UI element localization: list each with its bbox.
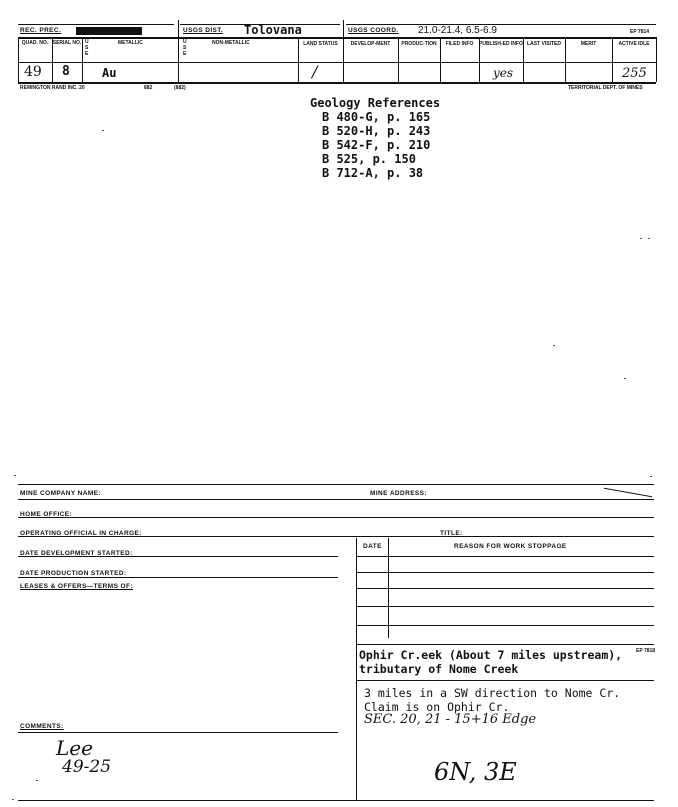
form-number: EP 7814	[630, 29, 650, 35]
notes-hand-sec: SEC. 20, 21 - 15+16 Edge	[364, 712, 537, 727]
col-use-letters-2: U S E	[183, 39, 187, 57]
reference-item: B 480-G, p. 165	[322, 110, 431, 124]
dept-line: TERRITORIAL DEPT. OF MINES	[568, 85, 643, 91]
col-non-metallic: NON-METALLIC	[212, 40, 250, 46]
col-active-idle: ACTIVE IDLE	[618, 41, 650, 47]
notes-hand-bottom: 6N, 3E	[434, 758, 517, 786]
reference-item: B 712-A, p. 38	[322, 166, 424, 180]
usgs-coord-label: USGS COORD.	[348, 27, 399, 34]
notes-line-2: tributary of Nome Creek	[359, 662, 519, 676]
col-merit: MERIT	[580, 41, 597, 47]
mine-address-label: MINE ADDRESS:	[370, 490, 427, 497]
col-serial-no: SERIAL NO.	[52, 40, 82, 46]
usgs-coord-value: 21.0-21.4, 6.5-6.9	[418, 25, 497, 36]
col-production: PRODUC-TION	[401, 41, 437, 47]
published-info-value: yes	[493, 66, 514, 80]
leases-offers-label: LEASES & OFFERS—TERMS OF:	[20, 583, 133, 590]
reason-work-stoppage-label: REASON FOR WORK STOPPAGE	[454, 543, 567, 550]
mine-company-name-label: MINE COMPANY NAME:	[20, 490, 101, 497]
notes-line-3: 3 miles in a SW direction to Nome Cr.	[364, 686, 621, 700]
date-label: DATE	[363, 543, 382, 550]
notes-line-1: Ophir Cr.eek (About 7 miles upstream),	[359, 648, 623, 662]
col-development: DEVELOP-MENT	[350, 41, 391, 47]
usgs-dist-value: Tolovana	[244, 23, 302, 37]
home-office-label: HOME OFFICE:	[20, 511, 73, 518]
metallic-value: Au	[102, 66, 117, 80]
title-label: TITLE:	[440, 530, 463, 537]
comments-date: 49-25	[62, 757, 112, 777]
reference-item: B 525, p. 150	[322, 152, 416, 166]
reference-item: B 542-F, p. 210	[322, 138, 431, 152]
col-metallic: METALLIC	[118, 40, 143, 46]
references-title: Geology References	[310, 96, 441, 110]
col-use-letters: U S E	[85, 39, 89, 57]
col-last-visited: LAST VISITED	[527, 41, 561, 47]
land-status-mark: /	[312, 62, 318, 81]
form-number-2: EP 7818	[636, 648, 656, 654]
col-quad-no: QUAD. NO.	[21, 40, 49, 46]
rec-prec-label: REC. PREC.	[20, 27, 62, 34]
col-filed-info: FILED INFO	[445, 41, 474, 47]
active-idle-mark: 255	[622, 66, 647, 81]
date-development-started-label: DATE DEVELOPMENT STARTED:	[20, 550, 133, 557]
comments-label: COMMENTS:	[20, 723, 64, 730]
comments-initials: Lee	[56, 736, 93, 760]
quad-no-value: 49	[24, 64, 42, 80]
printer-code-1: 882	[144, 85, 153, 91]
reference-item: B 520-H, p. 243	[322, 124, 431, 138]
usgs-dist-label: USGS DIST.	[183, 27, 224, 34]
printer-line: REMINGTON RAND INC. 20	[20, 85, 85, 91]
date-production-started-label: DATE PRODUCTION STARTED:	[20, 570, 127, 577]
col-published-info: PUBLISH-ED INFO	[479, 41, 523, 47]
operating-official-label: OPERATING OFFICIAL IN CHARGE:	[20, 530, 142, 537]
rec-prec-redacted	[76, 27, 142, 35]
serial-no-value: 8	[62, 64, 70, 79]
printer-code-2: (882)	[174, 85, 186, 91]
notes-line-4: Claim is on Ophir Cr.	[364, 700, 510, 714]
col-land-status: LAND STATUS	[303, 41, 338, 47]
